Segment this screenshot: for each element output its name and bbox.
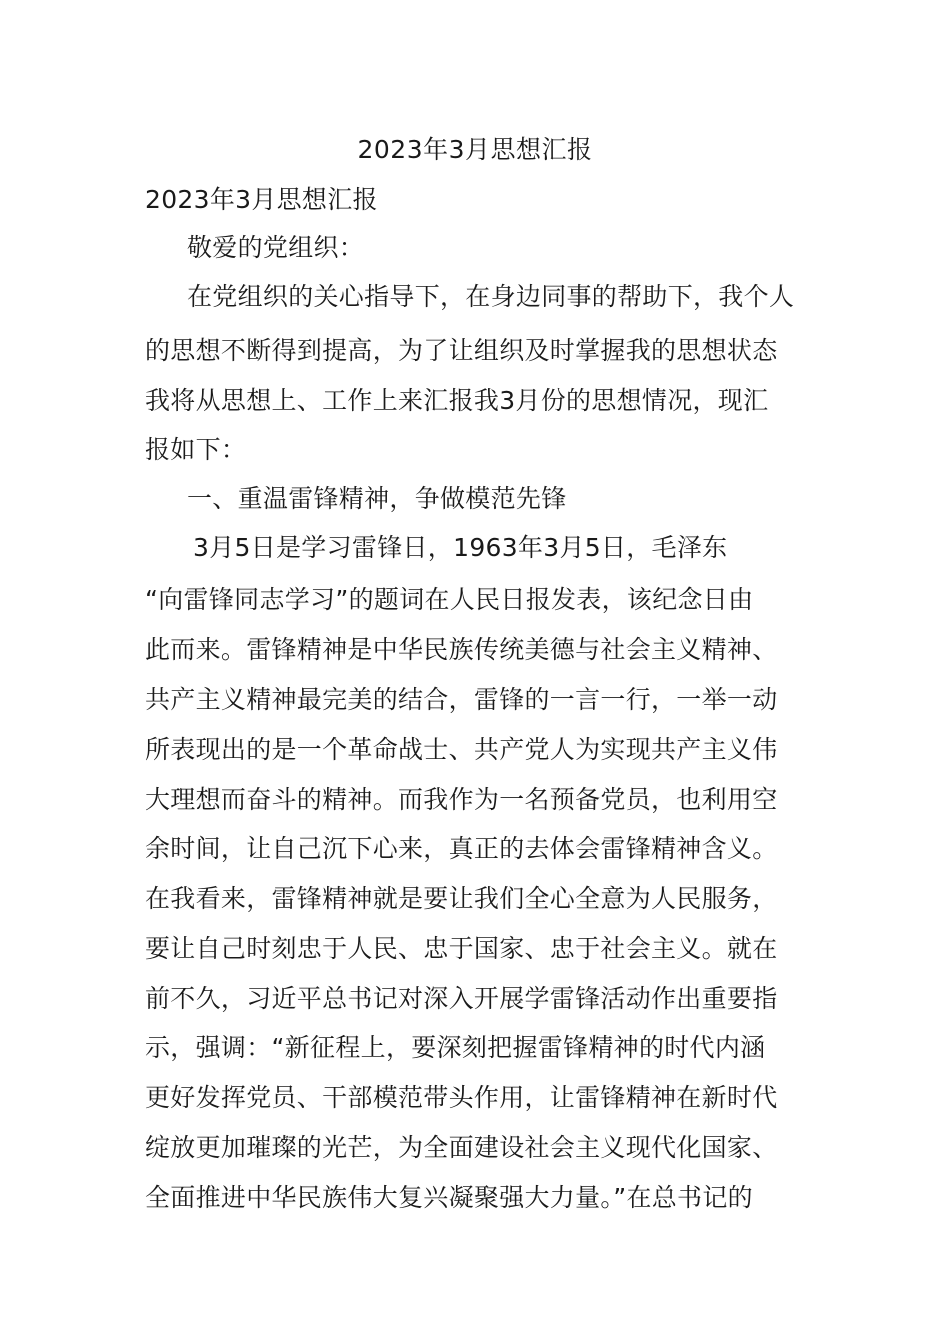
paragraph-line: 的思想不断得到提高，为了让组织及时掌握我的思想状态 — [145, 336, 778, 365]
paragraph-line: 示，强调：“新征程上，要深刻把握雷锋精神的时代内涵 — [145, 1033, 766, 1062]
paragraph-line: 我将从思想上、工作上来汇报我3月份的思想情况，现汇 — [145, 386, 769, 415]
paragraph-line: 3月5日是学习雷锋日，1963年3月5日，毛泽东 — [193, 533, 728, 562]
paragraph-line: 要让自己时刻忠于人民、忠于国家、忠于社会主义。就在 — [145, 934, 778, 963]
paragraph-line: 所表现出的是一个革命战士、共产党人为实现共产主义伟 — [145, 735, 778, 764]
paragraph-line: 更好发挥党员、干部模范带头作用，让雷锋精神在新时代 — [145, 1083, 778, 1112]
paragraph-line: 前不久，习近平总书记对深入开展学雷锋活动作出重要指 — [145, 984, 778, 1013]
paragraph-line: 在党组织的关心指导下，在身边同事的帮助下，我个人 — [187, 282, 795, 311]
paragraph-line: 在我看来，雷锋精神就是要让我们全心全意为人民服务， — [145, 884, 778, 913]
paragraph-line: 绽放更加璀璨的光芒，为全面建设社会主义现代化国家、 — [145, 1133, 778, 1162]
paragraph-line: 此而来。雷锋精神是中华民族传统美德与社会主义精神、 — [145, 635, 778, 664]
paragraph-line: 余时间，让自己沉下心来，真正的去体会雷锋精神含义。 — [145, 834, 778, 863]
document-title: 2023年3月思想汇报 — [357, 135, 593, 164]
paragraph-line: “向雷锋同志学习”的题词在人民日报发表，该纪念日由 — [145, 585, 754, 614]
paragraph-line: 大理想而奋斗的精神。而我作为一名预备党员，也利用空 — [145, 785, 778, 814]
document-subtitle: 2023年3月思想汇报 — [145, 185, 378, 214]
paragraph-line: 共产主义精神最完美的结合，雷锋的一言一行，一举一动 — [145, 685, 778, 714]
salutation: 敬爱的党组织： — [187, 233, 365, 262]
paragraph-line: 全面推进中华民族伟大复兴凝聚强大力量。”在总书记的 — [145, 1183, 753, 1212]
section-heading: 一、重温雷锋精神，争做模范先锋 — [187, 484, 567, 513]
paragraph-line: 报如下： — [145, 435, 247, 464]
